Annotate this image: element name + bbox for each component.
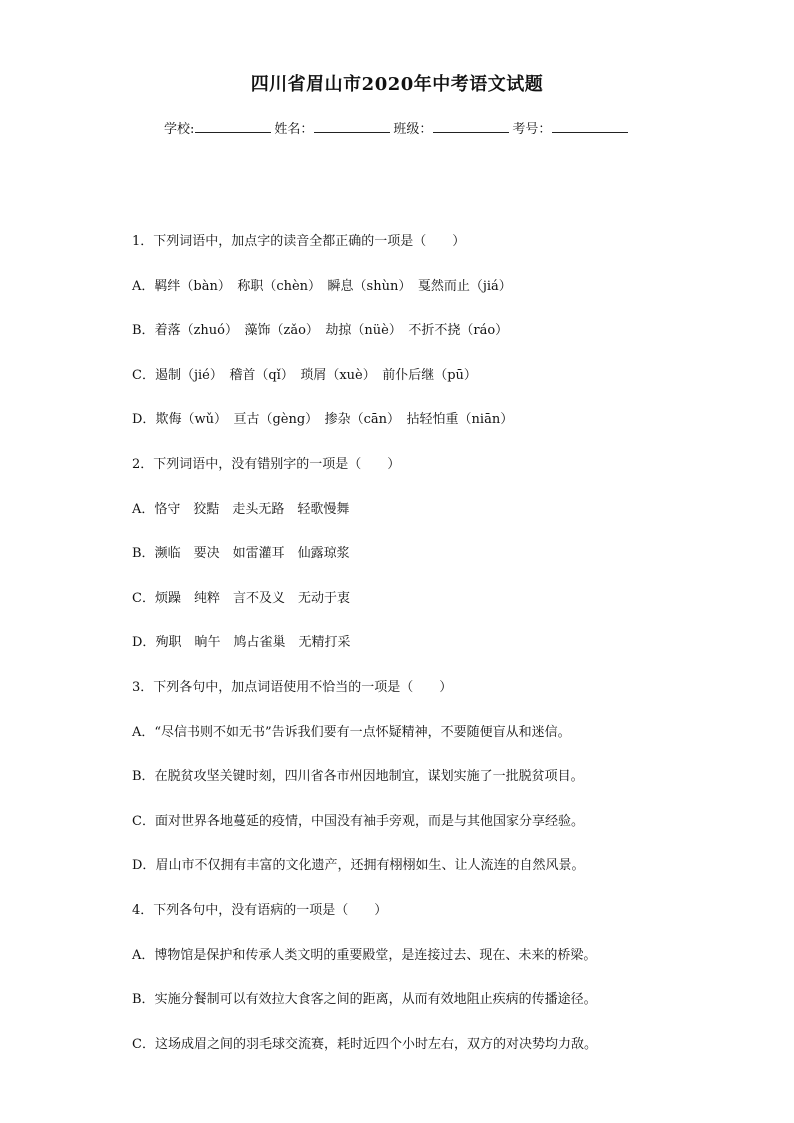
option-label: B． [132, 546, 155, 562]
question-2-option-c [132, 589, 732, 634]
option-text: 殉职 晌午 鸠占雀巢 无精打采 [155, 635, 351, 651]
name-field [274, 118, 393, 137]
option-text: 眉山市不仅拥有丰富的文化遗产，还拥有栩栩如生、让人流连的自然风景。 [155, 858, 585, 874]
question-4-option-c [132, 1035, 732, 1080]
option-label: A． [132, 947, 155, 963]
option-label: D． [132, 635, 156, 651]
option-text: 这场成眉之间的羽毛球交流赛，耗时近四个小时左右，双方的对决势均力敌。 [154, 1036, 597, 1052]
question-1-option-d [132, 410, 732, 455]
question-1-option-a [132, 277, 732, 322]
option-label: D． [132, 412, 156, 428]
option-text: 烦躁 纯粹 言不及义 无动于衷 [154, 590, 350, 606]
name-blank [314, 120, 390, 133]
option-label: C． [132, 1036, 155, 1052]
option-label: C． [132, 367, 155, 383]
question-3-option-c [132, 812, 732, 857]
option-label: B． [132, 992, 155, 1008]
option-label: C． [132, 590, 155, 606]
question-list [132, 232, 732, 1079]
question-4-option-b [132, 990, 732, 1035]
option-label: D． [132, 858, 156, 874]
question-2-option-d [132, 633, 732, 678]
page-title: 四川省眉山市2020年中考语文试题 [250, 74, 544, 95]
option-text: 恪守 狡黠 走头无路 轻歌慢舞 [154, 501, 350, 517]
class-field [393, 118, 512, 137]
question-1-option-c [132, 366, 732, 411]
option-text: 在脱贫攻坚关键时刻，四川省各市州因地制宜，谋划实施了一批脱贫项目。 [154, 769, 584, 785]
option-label: A． [132, 724, 155, 740]
option-text: 欺侮（wǔ） 亘古（gèng） 掺杂（cān） 拈轻怕重（niān） [155, 412, 514, 428]
option-label: B． [132, 769, 155, 785]
exam-number-label: 考号： [512, 122, 552, 137]
student-info-row [164, 118, 631, 137]
option-text: 面对世界各地蔓延的疫情，中国没有袖手旁观，而是与其他国家分享经验。 [154, 813, 584, 829]
name-label: 姓名： [274, 122, 314, 137]
school-label: 学校: [164, 122, 195, 137]
question-1-stem: 1．下列词语中，加点字的读音全都正确的一项是（ ） [132, 234, 466, 249]
class-blank [433, 120, 509, 133]
option-text: “尽信书则不如无书”告诉我们要有一点怀疑精神，不要随便盲从和迷信。 [154, 724, 571, 740]
question-3-option-a [132, 723, 732, 768]
class-label: 班级： [393, 122, 433, 137]
option-text: 着落（zhuó） 藻饰（zǎo） 劫掠（nüè） 不折不挠（ráo） [154, 323, 509, 339]
option-label: A． [132, 278, 155, 294]
question-2-option-b [132, 544, 732, 589]
option-label: B． [132, 323, 155, 339]
exam-number-blank [552, 120, 628, 133]
option-text: 濒临 要决 如雷灌耳 仙露琼浆 [154, 546, 350, 562]
question-2-option-a [132, 500, 732, 545]
question-1-option-b [132, 321, 732, 366]
question-4-stem: 4．下列各句中，没有语病的一项是（ ） [132, 902, 388, 918]
option-text: 博物馆是保护和传承人类文明的重要殿堂，是连接过去、现在、未来的桥梁。 [154, 947, 597, 963]
exam-number-field [512, 118, 631, 137]
option-label: C． [132, 813, 155, 829]
question-2-stem: 2．下列词语中，没有错别字的一项是（ ） [132, 456, 401, 472]
question-3-option-b [132, 767, 732, 812]
option-label: A． [132, 501, 155, 517]
question-3-stem: 3．下列各句中，加点词语使用不恰当的一项是（ ） [132, 679, 453, 695]
question-4-option-a [132, 946, 732, 991]
school-blank [195, 120, 271, 133]
option-text: 实施分餐制可以有效拉大食客之间的距离，从而有效地阻止疾病的传播途径。 [154, 992, 597, 1008]
question-3-option-d [132, 856, 732, 901]
option-text: 羁绊（bàn） 称职（chèn） 瞬息（shùn） 戛然而止（jiá） [154, 278, 512, 294]
option-text: 遏制（jié） 稽首（qǐ） 琐屑（xuè） 前仆后继（pū） [154, 367, 477, 383]
school-field [164, 118, 274, 137]
